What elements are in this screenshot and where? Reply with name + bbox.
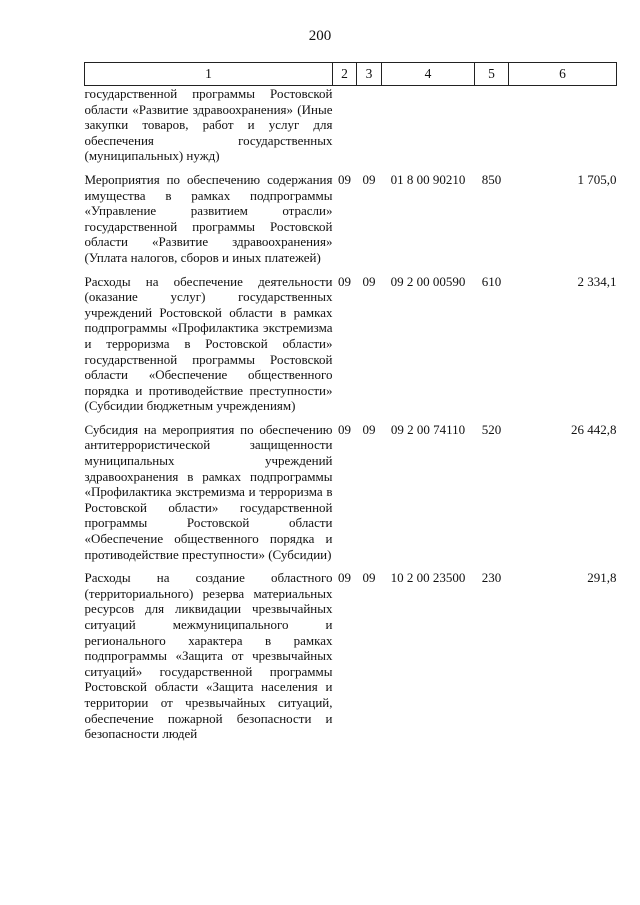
row-expense-type — [475, 86, 509, 164]
row-expense-type: 610 — [481, 273, 502, 289]
row-amount: 291,8 — [587, 570, 617, 586]
table-row — [85, 172, 617, 266]
row-target-code: 10 2 00 23500 — [390, 570, 466, 586]
row-expense-type: 520 — [481, 421, 502, 437]
page-number: 200 — [308, 28, 332, 44]
row-section: 09 — [338, 273, 351, 289]
row-amount: 26 442,8 — [571, 421, 617, 437]
row-amount: 1 705,0 — [577, 171, 617, 187]
table-row — [85, 274, 617, 414]
row-expense-type: 230 — [481, 570, 502, 586]
row-amount — [509, 86, 617, 164]
row-section: 09 — [338, 570, 351, 586]
row-expense-type: 850 — [481, 171, 502, 187]
column-header: 3 — [357, 63, 382, 86]
table-header-row — [85, 63, 617, 86]
column-header: 2 — [333, 63, 357, 86]
row-subsection: 09 — [362, 171, 376, 187]
row-subsection: 09 — [362, 570, 376, 586]
row-subsection: 09 — [362, 273, 376, 289]
row-section — [333, 86, 357, 164]
row-description: Мероприятия по обеспечению содержания имущества в рамках подпрограммы «Управление развитием отрасли» государственной программы Ростовской области «Развитие здравоохранения» (Уплата налогов, сборов и иных платежей) — [84, 171, 333, 265]
row-description: Субсидия на мероприятия по обеспечению антитеррористической защищенности муниципальных учреждений здравоохранения в рамках подпрограммы «Профилактика экстремизма и терроризма в Ростовской области» государственной программы Ростовской области «Обеспечение общественного порядка и противодействие преступности» (Субсидии) — [84, 421, 333, 562]
table-row — [85, 570, 617, 742]
row-description: Расходы на создание областного (территориального) резерва материальных ресурсов для ликвидации чрезвычайных ситуаций межмуниципального и регионального характера в рамках подпрограммы «Защита от чрезвычайных ситуаций» государственной программы Ростовской области «Защита населения и территории от чрезвычайных ситуаций, обеспечение пожарной безопасности и безопасности людей — [84, 570, 333, 742]
budget-table — [84, 62, 617, 742]
column-header: 1 — [85, 63, 333, 86]
row-description: Расходы на обеспечение деятельности (оказание услуг) государственных учреждений Ростовской области в рамках подпрограммы «Профилактика экстремизма и терроризма в Ростовской области» государственной программы Ростовской области «Обеспечение общественного порядка и противодействие преступности» (Субсидии бюджетным учреждениям) — [84, 273, 333, 414]
row-target-code: 09 2 00 74110 — [390, 421, 466, 437]
row-target-code: 01 8 00 90210 — [390, 171, 466, 187]
row-target-code: 09 2 00 00590 — [390, 273, 466, 289]
row-subsection: 09 — [362, 421, 376, 437]
column-header: 6 — [509, 63, 617, 86]
row-section: 09 — [338, 171, 351, 187]
row-description: государственной программы Ростовской области «Развитие здравоохранения» (Иные закупки товаров, работ и услуг для обеспечения государственных (муниципальных) нужд) — [84, 86, 333, 164]
row-section: 09 — [338, 421, 351, 437]
row-subsection — [357, 86, 382, 164]
row-target-code — [382, 86, 475, 164]
column-header: 4 — [382, 63, 475, 86]
table-row — [85, 86, 617, 164]
row-amount: 2 334,1 — [577, 273, 617, 289]
column-header: 5 — [475, 63, 509, 86]
table-row — [85, 422, 617, 562]
